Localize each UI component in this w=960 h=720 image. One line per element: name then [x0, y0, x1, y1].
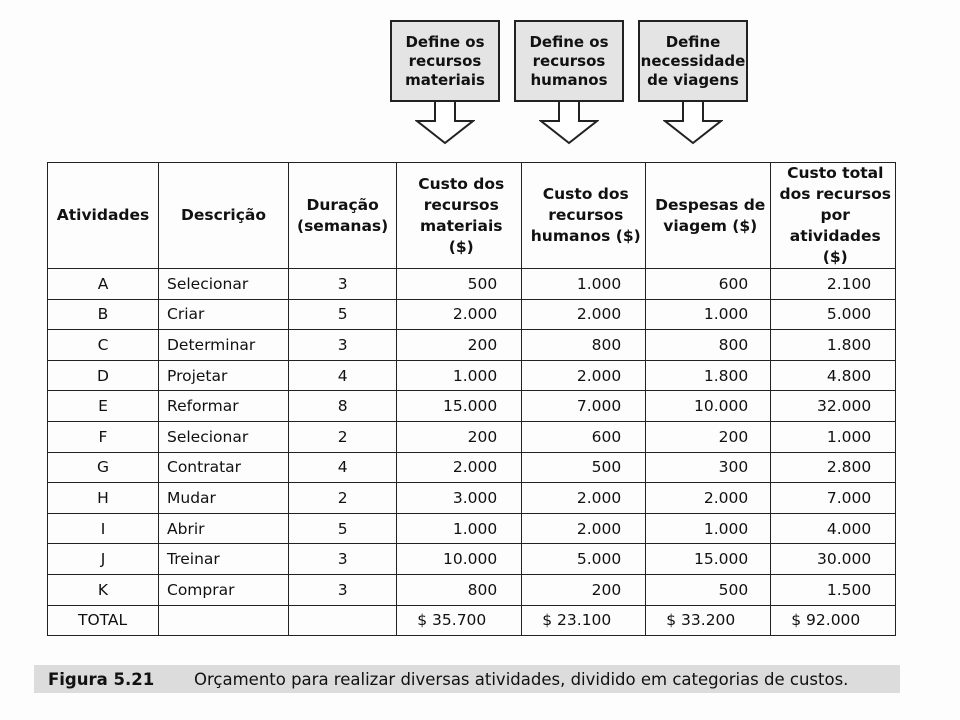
cell-custo-materiais: 200	[397, 421, 522, 452]
cell-duracao: 4	[289, 452, 397, 483]
down-arrow-icon	[539, 101, 599, 145]
table-row	[48, 574, 896, 605]
cell-custo-materiais: 1.000	[397, 360, 522, 391]
cell-atividade: J	[48, 544, 159, 575]
header-descricao: Descrição	[159, 163, 289, 269]
header-custo-total: Custo total dos recursos por atividades ($)	[771, 163, 896, 269]
cell-custo-materiais: $ 35.700	[397, 605, 522, 636]
cell-descricao: Treinar	[159, 544, 289, 575]
cell-atividade: C	[48, 330, 159, 361]
cell-descricao: Comprar	[159, 574, 289, 605]
cell-atividade: G	[48, 452, 159, 483]
cell-custo-humanos: 500	[522, 452, 646, 483]
cell-duracao: 3	[289, 574, 397, 605]
cell-custo-humanos: 2.000	[522, 483, 646, 514]
cell-despesas-viagem: 1.000	[646, 299, 771, 330]
cell-custo-humanos: 2.000	[522, 513, 646, 544]
cell-duracao: 4	[289, 360, 397, 391]
cell-custo-total: 5.000	[771, 299, 896, 330]
cell-duracao: 2	[289, 483, 397, 514]
cell-atividade: K	[48, 574, 159, 605]
cell-custo-materiais: 2.000	[397, 452, 522, 483]
cell-custo-humanos: 600	[522, 421, 646, 452]
cell-custo-humanos: 7.000	[522, 391, 646, 422]
table-row	[48, 421, 896, 452]
table-row	[48, 452, 896, 483]
figure-caption	[34, 665, 900, 693]
callout-materiais: Define os recursos materiais	[390, 20, 500, 102]
table-row	[48, 330, 896, 361]
cell-custo-materiais: 200	[397, 330, 522, 361]
header-atividades: Atividades	[48, 163, 159, 269]
cell-descricao: Selecionar	[159, 269, 289, 300]
cell-duracao: 3	[289, 544, 397, 575]
cell-descricao: Selecionar	[159, 421, 289, 452]
cell-despesas-viagem: 10.000	[646, 391, 771, 422]
cell-atividade: A	[48, 269, 159, 300]
down-arrow-icon	[415, 101, 475, 145]
cell-custo-materiais: 1.000	[397, 513, 522, 544]
figure-caption-text: Orçamento para realizar diversas atividades, dividido em categorias de custos.	[194, 669, 849, 689]
cell-custo-total: 1.500	[771, 574, 896, 605]
header-duracao: Duração (semanas)	[289, 163, 397, 269]
cell-custo-humanos: $ 23.100	[522, 605, 646, 636]
cell-duracao	[289, 605, 397, 636]
cell-custo-total: 4.000	[771, 513, 896, 544]
table-row	[48, 269, 896, 300]
cell-custo-total: $ 92.000	[771, 605, 896, 636]
cell-atividade: TOTAL	[48, 605, 159, 636]
cell-atividade: I	[48, 513, 159, 544]
cell-atividade: B	[48, 299, 159, 330]
cell-custo-total: 2.100	[771, 269, 896, 300]
cell-duracao: 5	[289, 513, 397, 544]
cell-custo-materiais: 3.000	[397, 483, 522, 514]
cell-custo-materiais: 10.000	[397, 544, 522, 575]
cell-custo-total: 2.800	[771, 452, 896, 483]
table-header-row	[48, 163, 896, 269]
cell-custo-total: 1.000	[771, 421, 896, 452]
budget-table	[47, 162, 896, 636]
cell-descricao: Determinar	[159, 330, 289, 361]
cell-despesas-viagem: 600	[646, 269, 771, 300]
cell-despesas-viagem: 800	[646, 330, 771, 361]
cell-custo-humanos: 200	[522, 574, 646, 605]
cell-despesas-viagem: 300	[646, 452, 771, 483]
table-row	[48, 391, 896, 422]
cell-custo-total: 7.000	[771, 483, 896, 514]
cell-despesas-viagem: 2.000	[646, 483, 771, 514]
cell-atividade: D	[48, 360, 159, 391]
cell-descricao: Contratar	[159, 452, 289, 483]
cell-duracao: 3	[289, 330, 397, 361]
cell-despesas-viagem: 200	[646, 421, 771, 452]
cell-custo-humanos: 2.000	[522, 360, 646, 391]
callout-viagens: Define necessidade de viagens	[638, 20, 748, 102]
cell-despesas-viagem: 15.000	[646, 544, 771, 575]
cell-custo-total: 4.800	[771, 360, 896, 391]
down-arrow-icon	[663, 101, 723, 145]
cell-atividade: F	[48, 421, 159, 452]
callout-humanos: Define os recursos humanos	[514, 20, 624, 102]
table-row	[48, 483, 896, 514]
cell-custo-materiais: 500	[397, 269, 522, 300]
table-row	[48, 360, 896, 391]
table-row	[48, 513, 896, 544]
header-custo-materiais: Custo dos recursos materiais ($)	[397, 163, 522, 269]
cell-custo-humanos: 800	[522, 330, 646, 361]
cell-custo-total: 1.800	[771, 330, 896, 361]
cell-custo-materiais: 800	[397, 574, 522, 605]
cell-descricao: Abrir	[159, 513, 289, 544]
cell-custo-humanos: 1.000	[522, 269, 646, 300]
cell-descricao: Mudar	[159, 483, 289, 514]
table-row	[48, 544, 896, 575]
cell-atividade: H	[48, 483, 159, 514]
cell-despesas-viagem: 500	[646, 574, 771, 605]
cell-duracao: 5	[289, 299, 397, 330]
cell-duracao: 3	[289, 269, 397, 300]
cell-descricao	[159, 605, 289, 636]
cell-despesas-viagem: $ 33.200	[646, 605, 771, 636]
table-row	[48, 299, 896, 330]
cell-duracao: 2	[289, 421, 397, 452]
cell-descricao: Reformar	[159, 391, 289, 422]
header-despesas-viagem: Despesas de viagem ($)	[646, 163, 771, 269]
figure-number: Figura 5.21	[48, 669, 155, 689]
cell-custo-humanos: 5.000	[522, 544, 646, 575]
cell-despesas-viagem: 1.000	[646, 513, 771, 544]
cell-custo-materiais: 2.000	[397, 299, 522, 330]
cell-custo-humanos: 2.000	[522, 299, 646, 330]
header-custo-humanos: Custo dos recursos humanos ($)	[522, 163, 646, 269]
total-row	[48, 605, 896, 636]
cell-custo-materiais: 15.000	[397, 391, 522, 422]
cell-descricao: Criar	[159, 299, 289, 330]
cell-custo-total: 32.000	[771, 391, 896, 422]
cell-despesas-viagem: 1.800	[646, 360, 771, 391]
cell-atividade: E	[48, 391, 159, 422]
cell-custo-total: 30.000	[771, 544, 896, 575]
cell-duracao: 8	[289, 391, 397, 422]
cell-descricao: Projetar	[159, 360, 289, 391]
